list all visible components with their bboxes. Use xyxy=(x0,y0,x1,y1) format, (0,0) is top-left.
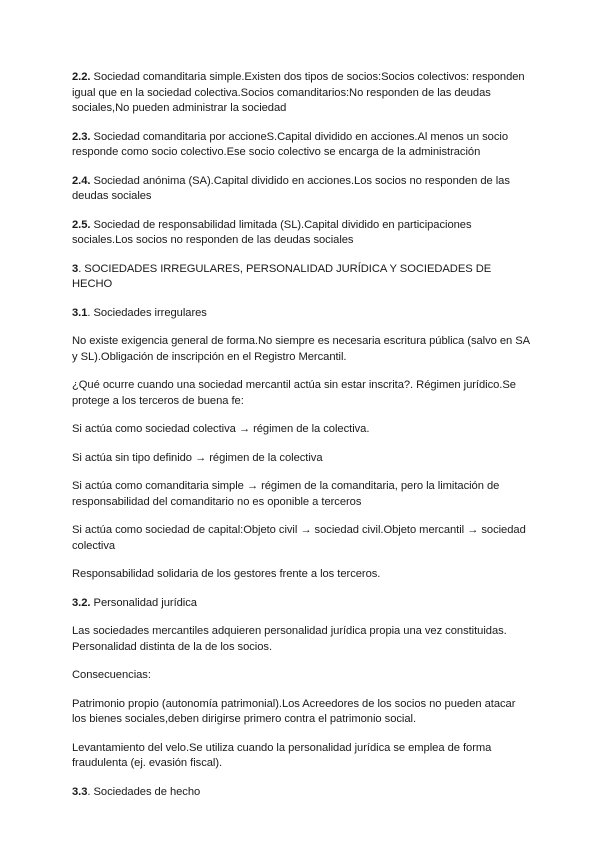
heading-text: . Sociedades de hecho xyxy=(87,785,201,798)
heading-text: Personalidad jurídica xyxy=(90,596,197,609)
section-number: 3 xyxy=(72,262,79,275)
section-number: 3.3 xyxy=(72,785,88,798)
paragraph-velo xyxy=(72,741,532,772)
paragraph-text: Responsabilidad solidaria de los gestores frente a los terceros. xyxy=(72,568,381,580)
paragraph-2-2 xyxy=(72,70,532,117)
heading-text: . Sociedades irregulares xyxy=(87,306,207,319)
paragraph-text: Sociedad de responsabilidad limitada (SL).Capital dividido en participaciones sociales.Los socios no responden de las deudas sociales xyxy=(72,218,472,246)
paragraph-text: Sociedad comanditaria por accioneS.Capital dividido en acciones.Al menos un socio responde como socio colectivo.Ese socio colectivo se encarga de la administración xyxy=(72,130,509,158)
paragraph-text: Sociedad comanditaria simple.Existen dos tipos de socios:Socios colectivos: responden igual que en la sociedad colectiva.Socios comanditarios:No responden de las deudas sociales,No pueden administrar la sociedad xyxy=(72,71,525,114)
heading-text: . SOCIEDADES IRREGULARES, PERSONALIDAD JURÍDICA Y SOCIEDADES DE HECHO xyxy=(72,262,492,290)
paragraph-text: Si actúa como sociedad de capital:Objeto civil → sociedad civil.Objeto mercantil → sociedad colectiva xyxy=(72,524,526,552)
paragraph-2-3 xyxy=(72,130,532,161)
paragraph-personalidad xyxy=(72,624,532,655)
section-number: 2.4. xyxy=(72,174,91,187)
paragraph-text: Sociedad anónima (SA).Capital dividido en acciones.Los socios no responden de las deudas sociales xyxy=(72,174,510,202)
section-number: 2.2. xyxy=(72,71,91,83)
paragraph-colectiva xyxy=(72,422,532,438)
section-number: 2.5. xyxy=(72,218,91,231)
document-page xyxy=(72,70,532,813)
paragraph-2-5 xyxy=(72,218,532,249)
paragraph-text: No existe exigencia general de forma.No siempre es necesaria escritura pública (salvo en SA y SL).Obligación de inscripción en el Registro Mercantil. xyxy=(72,335,530,363)
subheading-3-2 xyxy=(72,596,532,612)
paragraph-comanditaria xyxy=(72,479,532,510)
paragraph-text: Si actúa como comanditaria simple → régimen de la comanditaria, pero la limitación de responsabilidad del comanditario no es oponible a terceros xyxy=(72,480,500,508)
section-heading-3 xyxy=(72,262,532,293)
paragraph-2-4 xyxy=(72,174,532,205)
section-number: 2.3. xyxy=(72,130,91,143)
paragraph-patrimonio xyxy=(72,697,532,728)
paragraph-text: Si actúa sin tipo definido → régimen de la colectiva xyxy=(72,451,323,464)
paragraph-responsabilidad xyxy=(72,567,532,583)
paragraph-text: Las sociedades mercantiles adquieren personalidad jurídica propia una vez constituidas. Personalidad distinta de la de los socios. xyxy=(72,625,507,653)
paragraph-text: ¿Qué ocurre cuando una sociedad mercantil actúa sin estar inscrita?. Régimen jurídico.Se protege a los terceros de buena fe: xyxy=(72,379,516,407)
paragraph-forma xyxy=(72,334,532,365)
paragraph-text: Si actúa como sociedad colectiva → régimen de la colectiva. xyxy=(72,423,370,435)
paragraph-text: Levantamiento del velo.Se utiliza cuando la personalidad jurídica se emplea de forma fraudulenta (ej. evasión fiscal). xyxy=(72,741,492,769)
paragraph-question xyxy=(72,378,532,409)
paragraph-text: Patrimonio propio (autonomía patrimonial).Los Acreedores de los socios no pueden atacar los bienes sociales,deben dirigirse primero contra el patrimonio social. xyxy=(72,697,516,725)
section-number: 3.2. xyxy=(72,596,91,609)
paragraph-text: Consecuencias: xyxy=(72,669,151,681)
paragraph-capital xyxy=(72,523,532,554)
paragraph-sin-tipo xyxy=(72,451,532,467)
section-number: 3.1 xyxy=(72,306,88,319)
subheading-3-3 xyxy=(72,785,532,801)
subheading-3-1 xyxy=(72,306,532,322)
paragraph-consecuencias xyxy=(72,668,532,684)
